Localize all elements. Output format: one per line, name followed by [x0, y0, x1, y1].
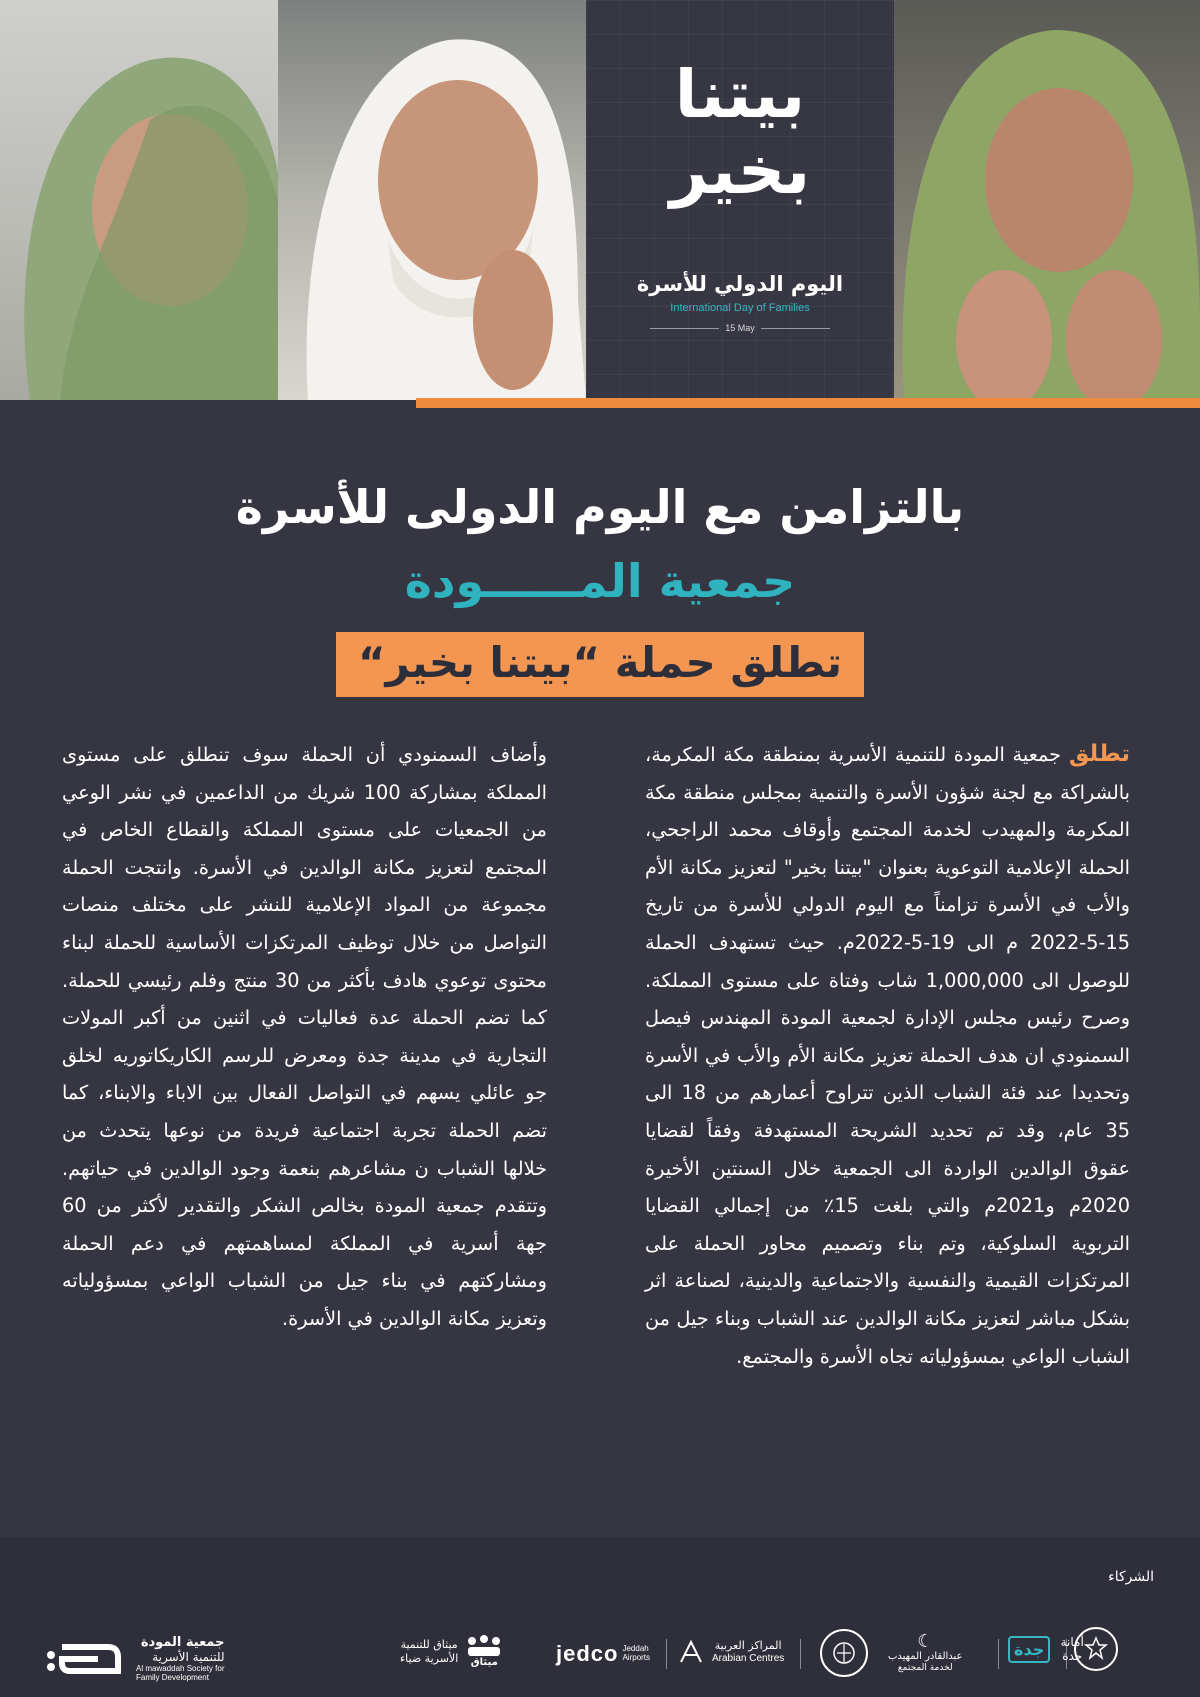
jedco-sub1: Jeddah: [622, 1644, 649, 1654]
logo-title-line2: بخير: [669, 132, 811, 209]
logo-title-line1: بيتنا: [674, 56, 806, 133]
partner-waqf-seal: [820, 1629, 868, 1677]
methaq-emblem: [464, 1635, 504, 1668]
headline-line3-wrap: [0, 632, 1200, 697]
crescent-icon: ☾: [917, 1631, 934, 1652]
article-column-left: [62, 736, 547, 1338]
mawaddah-ar1: جمعية المودة: [140, 1635, 225, 1650]
accent-strip: [416, 398, 1200, 408]
arabian-centres-en: Arabian Centres: [712, 1652, 785, 1664]
partners-footer: [0, 1537, 1200, 1697]
article-column-right: [645, 736, 1130, 1375]
campaign-logo: [586, 0, 894, 400]
partner-jedco: [556, 1641, 650, 1667]
round-seal-icon: [820, 1629, 868, 1677]
amanah-label: أمانة جدة: [1060, 1635, 1084, 1664]
jedco-wordmark: jedco: [556, 1641, 619, 1666]
mawaddah-en2: Family Development: [136, 1673, 209, 1682]
logo-english-day: International Day of Families: [670, 302, 810, 314]
date-text: 15 May: [725, 323, 755, 333]
photo-woman-right: [894, 0, 1200, 400]
mawaddah-en1: Al mawaddah Society for: [136, 1664, 225, 1673]
mawaddah-ar2: للتنمية الأسرية: [152, 1650, 225, 1664]
methaq-line1: ميثاق للتنمية: [400, 1638, 458, 1652]
headline-line1: بالتزامن مع اليوم الدولى للأسرة: [235, 480, 965, 534]
amanah-mark: جدة: [1008, 1636, 1050, 1663]
footer-separator: [800, 1639, 801, 1669]
footer-separator: [666, 1639, 667, 1669]
partner-arabian-centres: [676, 1637, 784, 1667]
date-rule-left: [650, 328, 719, 329]
article-right-text: جمعية المودة للتنمية الأسرية بمنطقة مكة المكرمة، بالشراكة مع لجنة شؤون الأسرة والتنمية بمجلس منطقة مكة المكرمة والمهيدب لخدمة المجتمع وأوقاف محمد الراجحي، الحملة الإعلامية التوعوية بعنوان "بيتنا بخير" لتعزيز مكانة الأم والأب في الأسرة تزامناً مع اليوم الدولي للأسرة من تاريخ 15-5-2022 م الى 19-5-2022م. حيث تستهدف الحملة للوصول الى 1,000,000 شاب وفتاة على مستوى المملكة. وصرح رئيس مجلس الإدارة لجمعية المودة المهندس فيصل السمنودي ان هدف الحملة تعزيز مكانة الأم والأب في الأسرة وتحديدا عند فئة الشباب الذين تتراوح أعمارهم من 18 الى 35 عام، وقد تم تحديد الشريحة المستهدفة وفقاً لقضايا عقوق الوالدين الواردة الى الجمعية خلال السنتين الأخيرة 2020م و2021م والتي بلغت 15٪ من إجمالي القضايا التربوية السلوكية، وتم بناء وتصميم محاور الحملة على المرتكزات القيمية والنفسية والاجتماعية والدينية، لصناعة اثر بشكل مباشر لتعزيز مكانة الوالدين عند الشباب وبناء جيل من الشباب الواعي بمسؤولياته تجاه الأسرة والمجتمع.: [645, 743, 1131, 1368]
arabian-centres-icon: [676, 1637, 706, 1667]
muhaidib-line1: عبدالقادر المهيدب: [888, 1651, 963, 1662]
methaq-line2: الأسرية ضياء: [400, 1651, 459, 1665]
logo-arabic-day: اليوم الدولي للأسرة: [636, 272, 844, 296]
muhaidib-line2: لخدمة المجتمع: [897, 1663, 953, 1673]
date-rule-right: [761, 328, 830, 329]
article-lead-word: تطلق: [1068, 741, 1130, 767]
partner-methaq: [400, 1635, 504, 1668]
family-icon: [464, 1635, 504, 1657]
partner-amanah-jeddah: [1008, 1635, 1090, 1664]
photo-woman-left: [0, 0, 278, 400]
partner-muhaidib: [888, 1633, 963, 1674]
logo-date: [650, 323, 830, 333]
footer-separator: [998, 1639, 999, 1669]
jedco-sub2: Airports: [622, 1653, 651, 1662]
partners-label: الشركاء: [1108, 1569, 1154, 1585]
mawaddah-icon: [44, 1639, 124, 1679]
headline-line3: تطلق حملة “بيتنا بخير“: [336, 632, 864, 697]
mawaddah-logo: [44, 1635, 225, 1682]
arabian-centres-ar: المراكز العربية: [714, 1639, 782, 1653]
article-left-text: وأضاف السمنودي أن الحملة سوف تنطلق على مستوى المملكة بمشاركة 100 شريك من الداعمين في نشر الوعي من الجمعيات على مستوى المملكة والقطاع الخاص في المجتمع لتعزيز مكانة الوالدين في الأسرة. وانتجت الحملة مجموعة من المواد الإعلامية للنشر على مختلف منصات التواصل من خلال توظيف المرتكزات الأساسية للحملة لبناء محتوى توعوي هادف بأكثر من 30 منتج وفلم رئيسي للحملة. كما تضم الحملة عدة فعاليات في اثنين من أكبر المولات التجارية في مدينة جدة ومعرض للرسم الكاريكاتوريه لخلق جو عائلي يسهم في التواصل الفعال بين الاباء والابناء، كما تضم الحملة تجربة اجتماعية فريدة من نوعها يتحدث من خلالها الشباب ن مشاعرهم بنعمة وجود الوالدين في حياتهم. وتتقدم جمعية المودة بخالص الشكر والتقدير لأكثر من 60 جهة أسرية في المملكة لمساهمتهم في دعم الحملة ومشاركتهم في بناء جيل من الشباب الواعي بمسؤولياته وتعزيز مكانة الوالدين في الأسرة.: [62, 743, 547, 1330]
headline-line2: جمعية المــــــودة: [404, 554, 796, 608]
photo-man-middle: [278, 0, 586, 400]
methaq-mark: ميثاق: [470, 1657, 498, 1668]
header-banner: [0, 0, 1200, 400]
